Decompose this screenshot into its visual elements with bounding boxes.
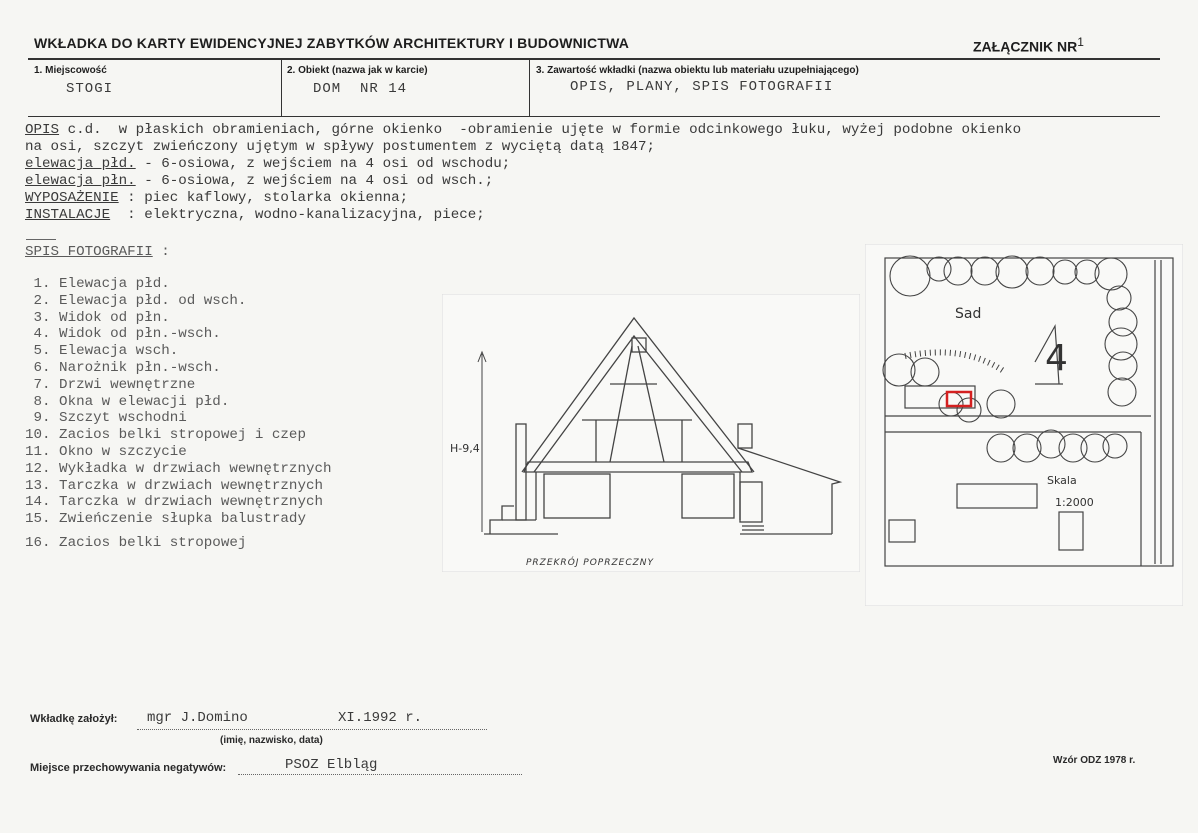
form-pattern-note: Wzór ODZ 1978 r. xyxy=(1053,755,1136,766)
column-label-contents: 3. Zawartość wkładki (nazwa obiektu lub materiału uzupełniającego) xyxy=(536,65,859,76)
created-by-dotted-line xyxy=(137,729,487,730)
height-label: H-9,4 xyxy=(450,442,480,455)
photo-list-heading xyxy=(25,244,170,261)
elevation-south-label: elewacja płd. xyxy=(25,156,136,172)
column-value-contents: OPIS, PLANY, SPIS FOTOGRAFII xyxy=(570,79,834,95)
scale-label: Skala xyxy=(1047,474,1077,487)
photo-list-item: 2. Elewacja płd. od wsch. xyxy=(25,292,247,309)
short-divider xyxy=(26,239,56,240)
negatives-dotted-line xyxy=(238,774,522,775)
plan-frame xyxy=(865,244,1183,606)
photo-list-item: 6. Narożnik płn.-wsch. xyxy=(25,359,221,376)
photo-list-item: 8. Okna w elewacji płd. xyxy=(25,393,230,410)
elevation-north-text: - 6-osiowa, z wejściem na 4 osi od wsch.; xyxy=(135,173,494,189)
installations-text: : elektryczna, wodno-kanalizacyjna, piece; xyxy=(110,207,485,223)
negatives-storage-value: PSOZ Elbląg xyxy=(285,757,378,773)
description-block xyxy=(25,122,1021,224)
installations-label: INSTALACJE xyxy=(25,207,111,223)
created-by-name: mgr J.Domino xyxy=(147,710,248,726)
opis-text: c.d. w płaskich obramieniach, górne okienko -obramienie ujęte w formie odcinkowego łuku, wyżej podobne okienko xyxy=(59,122,1022,138)
photo-list-item: 3. Widok od płn. xyxy=(25,309,170,326)
elevation-south-text: - 6-osiowa, z wejściem na 4 osi od wschodu; xyxy=(135,156,511,172)
photo-heading-suffix: : xyxy=(152,244,170,260)
drawing-frame xyxy=(442,294,860,572)
header-bottom-rule xyxy=(28,116,1160,117)
annex-value: 1 xyxy=(1077,35,1084,49)
cross-section-drawing xyxy=(442,294,860,572)
created-by-hint: (imię, nazwisko, data) xyxy=(220,735,323,746)
column-value-locality: STOGI xyxy=(66,81,114,97)
description-line-2: na osi, szczyt zwieńczony ujętym w spływy postumentem z wyciętą datą 1847; xyxy=(25,139,656,155)
photo-list-item: 5. Elewacja wsch. xyxy=(25,343,179,360)
section-caption: PRZEKRÓJ POPRZECZNY xyxy=(526,558,655,568)
opis-label: OPIS xyxy=(25,122,60,138)
plot-number: 4 xyxy=(1045,338,1068,379)
photo-list-item: 16. Zacios belki stropowej xyxy=(25,534,247,551)
photo-heading-text: SPIS FOTOGRAFII xyxy=(25,244,153,260)
column-label-object: 2. Obiekt (nazwa jak w karcie) xyxy=(287,65,428,76)
column-divider-1 xyxy=(281,59,282,116)
photo-list-item: 12. Wykładka w drzwiach wewnętrznych xyxy=(25,460,332,477)
photo-list xyxy=(25,276,332,552)
equipment-label: WYPOSAŻENIE xyxy=(25,190,119,206)
column-label-locality: 1. Miejscowość xyxy=(34,65,107,76)
elevation-north-label: elewacja płn. xyxy=(25,173,136,189)
annex-label: ZAŁĄCZNIK NR xyxy=(973,38,1078,55)
photo-list-item: 7. Drzwi wewnętrzne xyxy=(25,376,196,393)
photo-list-item: 10. Zacios belki stropowej i czep xyxy=(25,427,306,444)
created-date: XI.1992 r. xyxy=(338,710,423,726)
photo-list-item: 11. Okno w szczycie xyxy=(25,443,187,460)
photo-list-item: 15. Zwieńczenie słupka balustrady xyxy=(25,511,306,528)
created-by-label: Wkładkę założył: xyxy=(30,713,118,725)
orchard-label: Sad xyxy=(955,306,982,322)
photo-list-item: 14. Tarczka w drzwiach wewnętrznych xyxy=(25,494,323,511)
annex-number xyxy=(973,35,1084,55)
site-plan-drawing xyxy=(865,244,1183,606)
photo-list-item: 9. Szczyt wschodni xyxy=(25,410,187,427)
header-top-rule xyxy=(28,58,1160,60)
negatives-storage-label: Miejsce przechowywania negatywów: xyxy=(30,762,227,774)
photo-list-item: 13. Tarczka w drzwiach wewnętrznych xyxy=(25,477,323,494)
column-value-object: DOM NR 14 xyxy=(313,81,408,97)
equipment-text: : piec kaflowy, stolarka okienna; xyxy=(118,190,409,206)
column-divider-2 xyxy=(529,59,530,116)
photo-list-item: 1. Elewacja płd. xyxy=(25,276,170,292)
scale-value: 1:2000 xyxy=(1055,496,1094,509)
form-title: WKŁADKA DO KARTY EWIDENCYJNEJ ZABYTKÓW ARCHITEKTURY I BUDOWNICTWA xyxy=(34,35,630,51)
photo-list-item: 4. Widok od płn.-wsch. xyxy=(25,326,221,343)
